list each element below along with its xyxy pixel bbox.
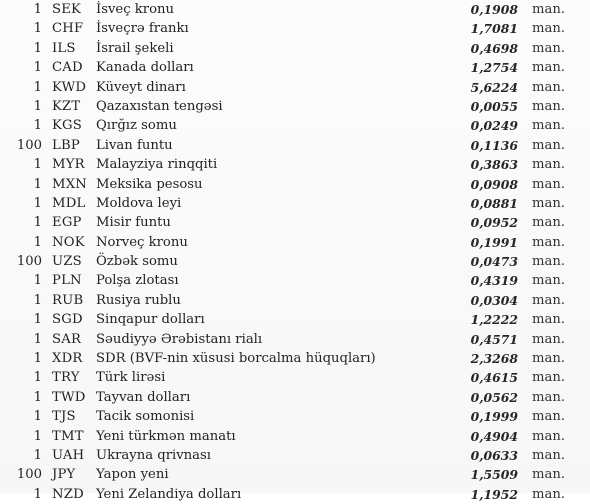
rate-unit: man. (532, 234, 566, 250)
currency-code: MXN (52, 176, 88, 192)
rate-unit: man. (532, 292, 566, 308)
currency-code: CHF (52, 21, 84, 37)
currency-row (0, 485, 590, 504)
currency-name: Kanada dolları (96, 60, 194, 76)
exchange-rate: 0,4698 (470, 40, 518, 56)
currency-code: LBP (52, 137, 80, 153)
currency-row (0, 19, 590, 38)
exchange-rate: 1,2754 (470, 60, 518, 76)
currency-quantity: 1 (33, 292, 42, 308)
currency-code: NZD (52, 486, 84, 502)
exchange-rate: 0,1136 (470, 137, 518, 153)
exchange-rate: 5,6224 (470, 79, 518, 95)
rate-unit: man. (532, 467, 566, 483)
exchange-rate: 0,1908 (470, 2, 518, 17)
exchange-rate: 0,0304 (470, 292, 518, 308)
currency-row (0, 271, 590, 290)
currency-name: Livan funtu (96, 137, 173, 153)
currency-quantity: 1 (33, 79, 42, 95)
rate-unit: man. (532, 195, 566, 211)
currency-name: İsveçrə frankı (96, 21, 189, 37)
currency-code: KGS (52, 118, 83, 134)
rate-unit: man. (532, 273, 566, 289)
currency-quantity: 100 (16, 254, 42, 270)
currency-row (0, 310, 590, 329)
currency-name: Meksika pesosu (96, 176, 203, 192)
currency-row (0, 116, 590, 135)
currency-name: Yapon yeni (96, 467, 169, 483)
exchange-rate: 1,5509 (470, 467, 518, 483)
currency-row (0, 39, 590, 58)
currency-quantity: 1 (33, 195, 42, 211)
currency-row (0, 427, 590, 446)
currency-name: Türk lirəsi (96, 370, 166, 386)
rate-unit: man. (532, 215, 566, 231)
currency-name: İsrail şekeli (96, 40, 174, 56)
rate-unit: man. (532, 40, 566, 56)
rate-unit: man. (532, 60, 566, 76)
currency-row (0, 194, 590, 213)
exchange-rate: 0,0055 (470, 98, 518, 114)
currency-quantity: 1 (33, 234, 42, 250)
rate-unit: man. (532, 370, 566, 386)
rate-unit: man. (532, 118, 566, 134)
rate-unit: man. (532, 79, 566, 95)
currency-row (0, 213, 590, 232)
currency-row (0, 446, 590, 465)
currency-code: TRY (52, 370, 80, 386)
exchange-rate: 0,0881 (470, 195, 518, 211)
currency-code: TWD (52, 389, 86, 405)
currency-quantity: 1 (33, 370, 42, 386)
currency-row (0, 349, 590, 368)
rate-unit: man. (532, 486, 566, 502)
exchange-rate: 1,1952 (470, 486, 518, 502)
exchange-rate: 0,0908 (470, 176, 518, 192)
rate-unit: man. (532, 157, 566, 173)
currency-code: KWD (52, 79, 87, 95)
currency-row (0, 465, 590, 484)
currency-row (0, 388, 590, 407)
currency-code: KZT (52, 98, 81, 114)
currency-row (0, 252, 590, 271)
currency-code: EGP (52, 215, 82, 231)
rate-unit: man. (532, 389, 566, 405)
currency-row (0, 233, 590, 252)
currency-code: NOK (52, 234, 85, 250)
currency-code: XDR (52, 351, 83, 367)
currency-name: Polşa zlotası (96, 273, 179, 289)
currency-row (0, 291, 590, 310)
rate-unit: man. (532, 351, 566, 367)
currency-name: Moldova leyi (96, 195, 182, 211)
currency-name: SDR (BVF-nin xüsusi borcalma hüquqları) (96, 351, 376, 367)
currency-name: Malayziya rinqqiti (96, 157, 218, 173)
currency-row (0, 78, 590, 97)
rate-unit: man. (532, 409, 566, 425)
currency-code: MYR (52, 157, 85, 173)
rate-unit: man. (532, 254, 566, 270)
exchange-rate: 2,3268 (470, 351, 518, 367)
currency-quantity: 1 (33, 98, 42, 114)
currency-code: RUB (52, 292, 84, 308)
currency-quantity: 1 (33, 157, 42, 173)
currency-quantity: 1 (33, 486, 42, 502)
exchange-rate: 0,1991 (470, 234, 518, 250)
rate-unit: man. (532, 331, 566, 347)
currency-code: UZS (52, 254, 82, 270)
currency-row (0, 136, 590, 155)
currency-name: Qırğız somu (96, 118, 177, 134)
currency-name: Yeni türkmən manatı (96, 428, 236, 444)
rate-unit: man. (532, 447, 566, 463)
currency-name: Rusiya rublu (96, 292, 181, 308)
exchange-rate: 0,0562 (470, 389, 518, 405)
rate-unit: man. (532, 21, 566, 37)
currency-row (0, 155, 590, 174)
currency-quantity: 100 (16, 137, 42, 153)
currency-quantity: 1 (33, 428, 42, 444)
exchange-rate: 0,4904 (470, 428, 518, 444)
currency-code: CAD (52, 60, 83, 76)
currency-name: Səudiyyə Ərəbistanı rialı (96, 331, 263, 347)
currency-code: TMT (52, 428, 84, 444)
currency-name: Sinqapur dolları (96, 312, 205, 328)
currency-row (0, 58, 590, 77)
exchange-rate: 0,0633 (470, 447, 518, 463)
rate-unit: man. (532, 2, 566, 17)
currency-quantity: 1 (33, 389, 42, 405)
currency-quantity: 1 (33, 60, 42, 76)
rate-unit: man. (532, 312, 566, 328)
exchange-rate: 0,0952 (470, 215, 518, 231)
currency-quantity: 1 (33, 176, 42, 192)
currency-code: JPY (52, 467, 76, 483)
currency-name: Özbək somu (96, 254, 178, 270)
rate-unit: man. (532, 176, 566, 192)
currency-quantity: 1 (33, 331, 42, 347)
currency-quantity: 1 (33, 273, 42, 289)
exchange-rate: 1,2222 (470, 312, 518, 328)
currency-quantity: 1 (33, 118, 42, 134)
currency-row (0, 330, 590, 349)
currency-row (0, 368, 590, 387)
currency-quantity: 1 (33, 21, 42, 37)
exchange-rate: 0,0473 (470, 254, 518, 270)
currency-name: Qazaxıstan tengəsi (96, 98, 223, 114)
currency-code: TJS (52, 409, 76, 425)
currency-name: Tayvan dolları (96, 389, 191, 405)
currency-name: Norveç kronu (96, 234, 188, 250)
currency-code: SEK (52, 2, 82, 17)
rate-unit: man. (532, 428, 566, 444)
exchange-rate: 0,4319 (470, 273, 518, 289)
currency-row (0, 407, 590, 426)
currency-quantity: 1 (33, 312, 42, 328)
currency-name: Yeni Zelandiya dolları (96, 486, 242, 502)
currency-quantity: 1 (33, 215, 42, 231)
currency-name: Misir funtu (96, 215, 171, 231)
currency-row (0, 175, 590, 194)
exchange-rate: 0,4571 (470, 331, 518, 347)
currency-code: ILS (52, 40, 76, 56)
exchange-rate: 0,3863 (470, 157, 518, 173)
exchange-rate: 0,1999 (470, 409, 518, 425)
currency-quantity: 1 (33, 351, 42, 367)
currency-quantity: 1 (33, 2, 42, 17)
currency-quantity: 1 (33, 409, 42, 425)
currency-quantity: 100 (16, 467, 42, 483)
rate-unit: man. (532, 137, 566, 153)
currency-row (0, 0, 590, 19)
currency-code: SAR (52, 331, 82, 347)
currency-code: UAH (52, 447, 85, 463)
currency-quantity: 1 (33, 40, 42, 56)
currency-quantity: 1 (33, 447, 42, 463)
currency-name: İsveç kronu (96, 2, 175, 17)
currency-code: SGD (52, 312, 83, 328)
currency-code: PLN (52, 273, 82, 289)
currency-name: Tacik somonisi (96, 409, 195, 425)
currency-code: MDL (52, 195, 86, 211)
currency-name: Ukrayna qrivnası (96, 447, 212, 463)
exchange-rate: 0,4615 (470, 370, 518, 386)
currency-row (0, 97, 590, 116)
rate-unit: man. (532, 98, 566, 114)
exchange-rate: 1,7081 (470, 21, 518, 37)
currency-name: Küveyt dinarı (96, 79, 186, 95)
exchange-rate: 0,0249 (470, 118, 518, 134)
